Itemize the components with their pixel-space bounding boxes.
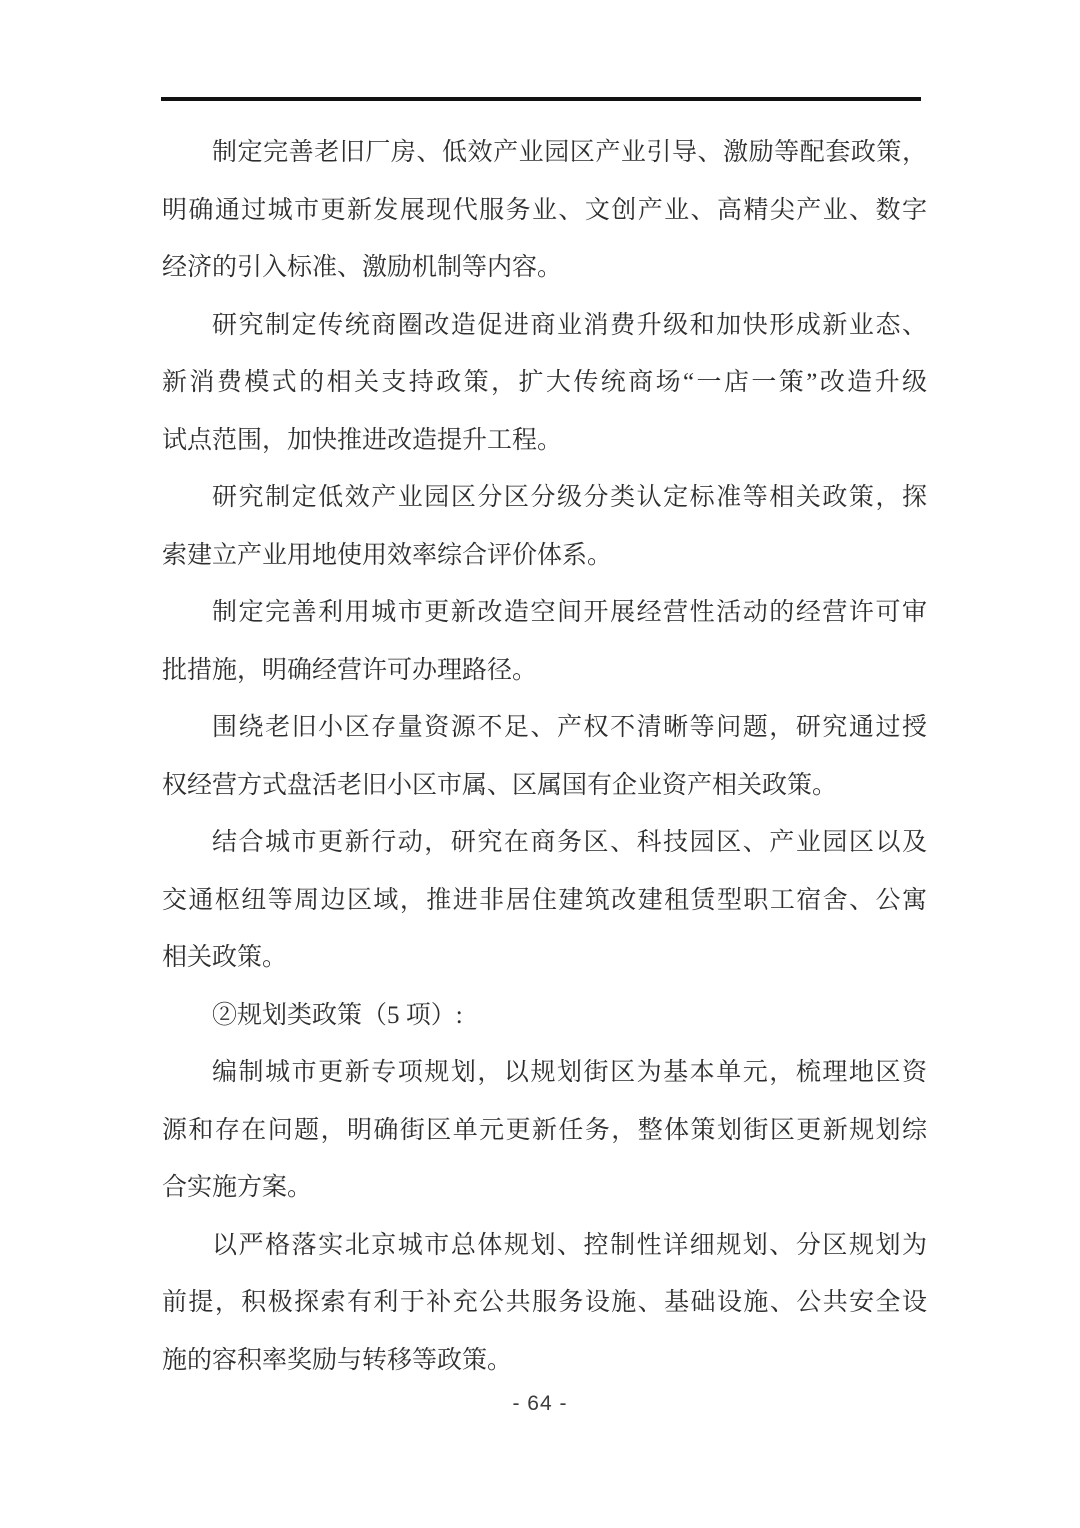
text-line: 经济的引入标准、激励机制等内容。 [162,254,563,281]
paragraph [162,1217,927,1390]
text-line: 明确通过城市更新发展现代服务业、文创产业、高精尖产业、数字 [162,196,927,224]
paragraph [162,699,927,814]
text-line: 施的容积率奖励与转移等政策。 [162,1346,513,1374]
paragraph [162,297,927,470]
text-line: 围绕老旧小区存量资源不足、产权不清晰等问题，研究通过授 [212,714,927,741]
paragraph [162,469,927,584]
text-line: 权经营方式盘活老旧小区市属、区属国有企业资产相关政策。 [162,771,838,799]
text-line: 试点范围，加快推进改造提升工程。 [162,426,563,454]
text-line: 批措施，明确经营许可办理路径。 [162,656,538,684]
paragraph [162,584,927,699]
text-line: 结合城市更新行动，研究在商务区、科技园区、产业园区以及 [212,829,927,856]
text-line: 编制城市更新专项规划，以规划街区为基本单元，梳理地区资 [212,1059,927,1086]
text-line: 研究制定低效产业园区分区分级分类认定标准等相关政策，探 [212,484,927,511]
text-line: 索建立产业用地使用效率综合评价体系。 [162,541,613,569]
text-line: 制定完善利用城市更新改造空间开展经营性活动的经营许可审 [212,599,927,626]
text-line: 前提，积极探索有利于补充公共服务设施、基础设施、公共安全设 [162,1289,927,1316]
text-line: 制定完善老旧厂房、低效产业园区产业引导、激励等配套政策， [212,139,927,166]
paragraph [162,987,927,1045]
text-line: 合实施方案。 [162,1174,313,1201]
page-number: - 64 - [512,1392,568,1415]
text-line: 交通枢纽等周边区域，推进非居住建筑改建租赁型职工宿舍、公寓 [162,886,927,914]
document-body [162,124,927,1389]
paragraph [162,124,927,297]
header-rule [161,97,921,101]
text-line: 研究制定传统商圈改造促进商业消费升级和加快形成新业态、 [212,311,927,339]
text-line: 源和存在问题，明确街区单元更新任务，整体策划街区更新规划综 [162,1116,927,1144]
paragraph [162,814,927,987]
text-line: ②规划类政策（5 项）: [212,1001,463,1029]
paragraph [162,1044,927,1217]
text-line: 以严格落实北京城市总体规划、控制性详细规划、分区规划为 [212,1231,927,1259]
text-line: 相关政策。 [162,944,288,971]
text-line: 新消费模式的相关支持政策，扩大传统商场“一店一策”改造升级 [162,369,927,396]
